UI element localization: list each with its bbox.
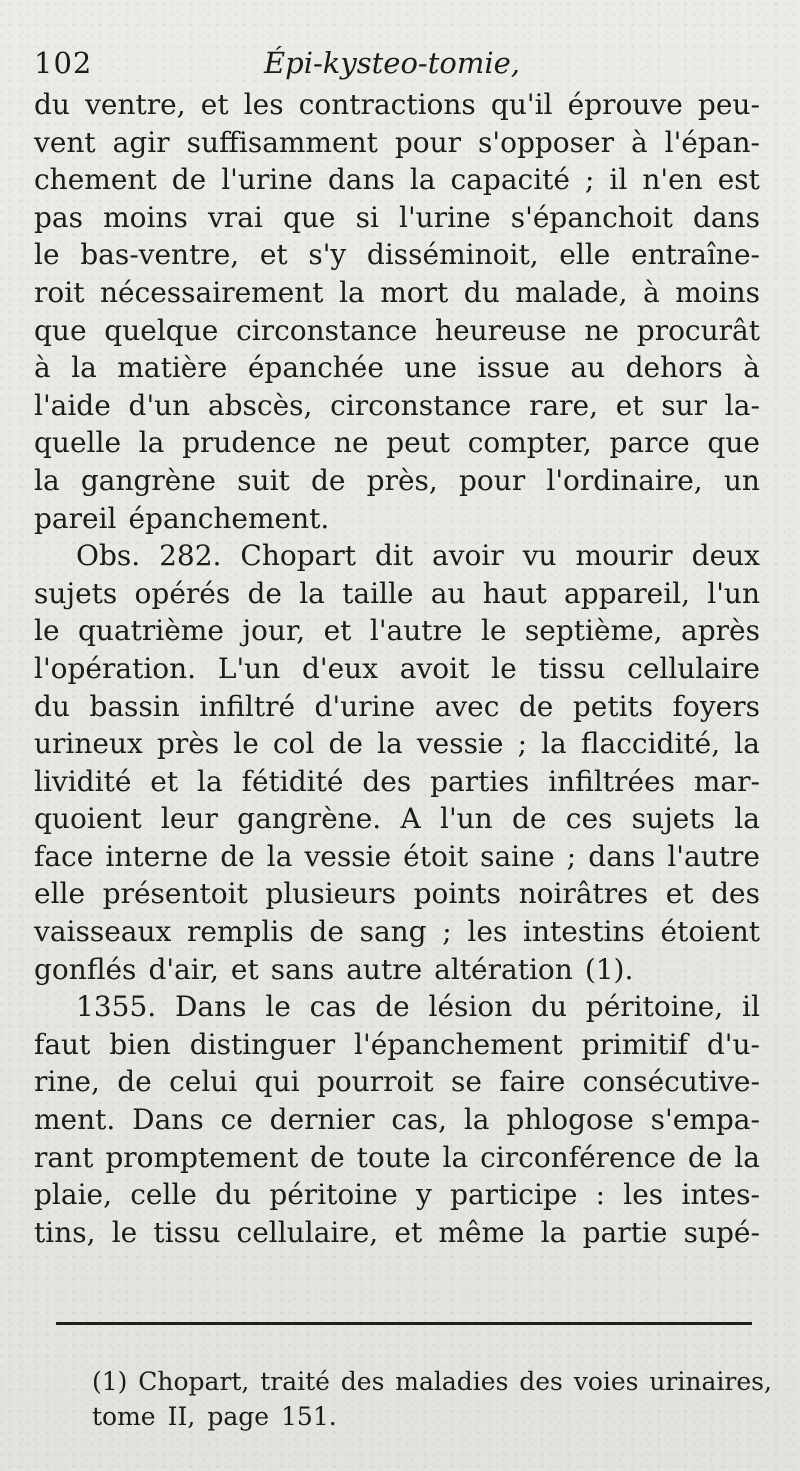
body-line	[34, 1026, 760, 1064]
word: leur	[160, 802, 218, 836]
word: et	[323, 614, 352, 648]
body-line	[34, 1139, 760, 1177]
word: sujets	[34, 576, 118, 610]
word: roit	[34, 275, 85, 309]
word: de	[309, 915, 344, 949]
word: infiltrées	[548, 764, 675, 798]
word: ce	[220, 1103, 253, 1137]
word: moins	[103, 200, 188, 234]
word: vessie	[416, 727, 504, 761]
word: abscès,	[207, 388, 313, 422]
word: que	[282, 200, 336, 234]
word: voies	[573, 1367, 639, 1396]
word: taille	[342, 576, 414, 610]
word: peu-	[697, 88, 760, 121]
word: la	[34, 463, 60, 497]
word: Obs.	[76, 539, 141, 573]
word: autre	[346, 952, 423, 986]
word: présentoit	[102, 877, 248, 911]
word: les	[623, 1178, 664, 1212]
word: l'autre	[667, 839, 760, 873]
word: promptement	[105, 1140, 299, 1174]
word: vessie	[304, 839, 392, 873]
word: près	[156, 727, 220, 761]
word: il	[609, 163, 628, 197]
word: les	[243, 88, 284, 121]
word: ;	[442, 915, 452, 949]
word: l'un	[707, 576, 760, 610]
body-line	[34, 86, 760, 124]
word: capacité	[450, 163, 570, 197]
word: prudence	[182, 426, 317, 460]
footnote	[92, 1364, 772, 1434]
word: urineux	[34, 727, 143, 761]
word: et	[200, 88, 229, 121]
word: avoit	[399, 651, 470, 685]
word: le	[491, 651, 517, 685]
word: d'un	[128, 388, 191, 422]
word: urinaires,	[649, 1367, 772, 1396]
word: l'opération.	[34, 651, 197, 685]
word: disséminoit,	[366, 238, 539, 272]
body-line	[34, 800, 760, 838]
word: agir	[112, 125, 170, 159]
word: quelque	[104, 313, 219, 347]
word: points	[413, 877, 501, 911]
word: maladies	[395, 1367, 509, 1396]
body-line	[34, 838, 760, 876]
word: de	[117, 1065, 152, 1099]
body-line	[34, 650, 760, 688]
word: la	[734, 802, 760, 836]
word: de	[310, 463, 346, 497]
body-line	[34, 951, 760, 989]
word: quatrième	[77, 614, 224, 648]
body-line	[34, 725, 760, 763]
word: primitif	[581, 1027, 688, 1061]
word: pour	[394, 125, 462, 159]
word: la	[377, 727, 403, 761]
word: après	[681, 614, 760, 648]
body-line	[34, 312, 760, 350]
word: ventre,	[85, 88, 186, 121]
word: 151.	[281, 1402, 337, 1431]
word: étoient	[660, 915, 760, 949]
word: partie	[582, 1215, 668, 1249]
body-line	[34, 1214, 760, 1252]
word: compter,	[467, 426, 592, 460]
word: du	[34, 88, 70, 121]
body-line	[34, 875, 760, 913]
body-line	[34, 124, 760, 162]
word: suit	[237, 463, 290, 497]
word: s'y	[308, 238, 347, 272]
word: bassin	[89, 689, 180, 723]
word: (1).	[584, 952, 634, 986]
word: tome	[92, 1402, 156, 1431]
body-line	[34, 274, 760, 312]
word: fétidité	[241, 764, 344, 798]
word: de	[511, 802, 547, 836]
word: 1355.	[76, 990, 157, 1024]
body-line	[34, 1176, 760, 1214]
footnote-line	[92, 1364, 772, 1399]
word: l'un	[439, 802, 493, 836]
word: la	[540, 1215, 567, 1249]
word: dit	[374, 539, 414, 573]
word: d'urine	[314, 689, 416, 723]
word: la	[541, 727, 567, 761]
word: et	[259, 238, 288, 272]
body-line	[34, 387, 760, 425]
body-line	[34, 575, 760, 613]
word: des	[519, 1367, 563, 1396]
word: Chopart,	[138, 1367, 250, 1396]
word: et	[665, 877, 694, 911]
word: remplis	[186, 915, 294, 949]
word: malade,	[515, 275, 628, 309]
word: dans	[327, 163, 395, 197]
body-line	[34, 349, 760, 387]
word: parce	[609, 426, 690, 460]
word: intes-	[681, 1178, 760, 1212]
word: d'air,	[148, 952, 219, 986]
word: péritoine,	[585, 990, 724, 1024]
word: péritoine	[269, 1178, 398, 1212]
page-number: 102	[34, 46, 93, 80]
word: face	[34, 839, 94, 873]
word: d'eux	[301, 651, 378, 685]
word: gangrène.	[237, 802, 382, 836]
word: de	[310, 1140, 345, 1174]
word: vent	[34, 125, 96, 159]
body-line	[34, 1063, 760, 1101]
word: ;	[584, 163, 595, 197]
body-line	[34, 199, 760, 237]
word: vu	[522, 539, 557, 573]
word: infiltré	[199, 689, 296, 723]
word: l'épan-	[664, 125, 760, 159]
word: ;	[517, 727, 527, 761]
word: II,	[167, 1402, 196, 1431]
word: de	[247, 576, 282, 610]
word: des	[711, 877, 760, 911]
word: dehors	[625, 351, 723, 385]
word: quoient	[34, 802, 142, 836]
word: l'ordinaire,	[546, 463, 703, 497]
word: Dans	[174, 990, 247, 1024]
word: qui	[254, 1065, 300, 1099]
word: rare,	[529, 388, 599, 422]
word: jour,	[242, 614, 306, 648]
body-text	[34, 86, 760, 1251]
word: mort	[380, 275, 449, 309]
word: saine	[480, 839, 555, 873]
footnote-divider	[56, 1322, 752, 1325]
word: gonflés	[34, 952, 137, 986]
word: foyers	[672, 689, 760, 723]
body-line	[34, 1101, 760, 1139]
word: et	[615, 388, 644, 422]
word: celle	[130, 1178, 197, 1212]
word: qu'il	[490, 88, 553, 121]
word: au	[430, 576, 466, 610]
word: la	[138, 426, 165, 460]
word: à	[643, 275, 660, 309]
word: du	[463, 275, 500, 309]
word: quelle	[34, 426, 122, 460]
word: de	[687, 1140, 723, 1174]
word: une	[404, 351, 458, 385]
word: bien	[109, 1027, 171, 1061]
word: faire	[499, 1065, 566, 1099]
word: l'aide	[34, 388, 111, 422]
word: à	[34, 351, 51, 385]
word: les	[467, 915, 508, 949]
word: et	[230, 952, 259, 986]
word: circonstance	[236, 313, 418, 347]
word: ;	[566, 839, 577, 873]
word: dernier	[269, 1103, 375, 1137]
running-title: Épi-kysteo-tomie,	[264, 46, 520, 80]
word: au	[570, 351, 606, 385]
body-line	[34, 537, 760, 575]
word: tissu	[153, 1215, 221, 1249]
word: pareil	[34, 501, 117, 535]
word: des	[362, 764, 412, 798]
word: suffisamment	[186, 125, 378, 159]
word: la	[734, 1140, 760, 1174]
word: procurât	[636, 313, 760, 347]
word: la	[409, 163, 436, 197]
word: même	[438, 1215, 525, 1249]
word: sang	[359, 915, 427, 949]
body-line	[34, 913, 760, 951]
body-line	[34, 688, 760, 726]
word: traité	[260, 1367, 330, 1396]
word: L'un	[217, 651, 281, 685]
word: haut	[482, 576, 547, 610]
word: toute	[356, 1140, 431, 1174]
word: bas-ventre,	[80, 238, 240, 272]
word: mourir	[575, 539, 673, 573]
word: parties	[430, 764, 530, 798]
word: elle	[559, 238, 611, 272]
body-line	[34, 236, 760, 274]
body-line	[34, 988, 760, 1026]
word: la	[442, 1140, 469, 1174]
word: circonstance	[330, 388, 512, 422]
word: le	[111, 1215, 138, 1249]
word: appareil,	[564, 576, 691, 610]
word: cas,	[391, 1103, 447, 1137]
word: se	[451, 1065, 482, 1099]
word: sur	[661, 388, 708, 422]
word: est	[717, 163, 760, 197]
word: :	[595, 1178, 606, 1212]
word: n'en	[642, 163, 703, 197]
word: celui	[169, 1065, 238, 1099]
page-header	[34, 42, 764, 84]
word: lésion	[428, 990, 513, 1024]
word: le	[34, 614, 60, 648]
word: rine,	[34, 1065, 100, 1099]
word: intestins	[523, 915, 645, 949]
word: éprouve	[567, 88, 683, 121]
word: moins	[675, 275, 760, 309]
word: et	[394, 1215, 423, 1249]
word: vrai	[207, 200, 263, 234]
word: phlogose	[506, 1103, 634, 1137]
word: y	[416, 1178, 432, 1212]
word: col	[272, 727, 315, 761]
word: il	[742, 990, 760, 1024]
word: flaccidité,	[580, 727, 721, 761]
word: du	[215, 1178, 252, 1212]
word: de	[328, 727, 363, 761]
word: s'empa-	[650, 1103, 760, 1137]
word: cas	[309, 990, 357, 1024]
word: avec	[434, 689, 500, 723]
word: l'autre	[369, 614, 463, 648]
word: étoit	[403, 839, 469, 873]
word: chement	[34, 163, 157, 197]
word: la	[266, 839, 293, 873]
word: ne	[333, 426, 369, 460]
word: si	[355, 200, 379, 234]
word: l'urine	[399, 200, 491, 234]
word: sans	[270, 952, 335, 986]
word: ne	[584, 313, 619, 347]
word: interne	[105, 839, 209, 873]
word: la	[339, 275, 365, 309]
word: pas	[34, 200, 83, 234]
word: d'u-	[706, 1027, 760, 1061]
word: petits	[572, 689, 654, 723]
body-line	[34, 500, 760, 538]
word: cellulaire,	[236, 1215, 379, 1249]
body-line	[34, 424, 760, 462]
word: peut	[386, 426, 450, 460]
word: tins,	[34, 1215, 96, 1249]
word: l'épanchement	[354, 1027, 563, 1061]
body-line	[34, 462, 760, 500]
word: la	[463, 1103, 490, 1137]
word: cellulaire	[627, 651, 760, 685]
word: la	[71, 351, 97, 385]
word: le	[34, 238, 60, 272]
word: tissu	[538, 651, 606, 685]
word: gangrène	[80, 463, 216, 497]
word: de	[375, 990, 410, 1024]
word: entraîne-	[631, 238, 760, 272]
word: A	[400, 802, 421, 836]
word: Dans	[132, 1103, 204, 1137]
word: du	[34, 689, 70, 723]
word: 282.	[159, 539, 222, 573]
word: avoir	[432, 539, 504, 573]
body-line	[34, 763, 760, 801]
word: que	[707, 426, 760, 460]
word: noirâtres	[518, 877, 649, 911]
word: de	[220, 839, 255, 873]
word: à	[630, 125, 648, 159]
word: plaie,	[34, 1178, 112, 1212]
word: un	[723, 463, 760, 497]
word: épanchée	[247, 351, 384, 385]
word: des	[340, 1367, 385, 1396]
word: elle	[34, 877, 86, 911]
word: épanchement.	[128, 501, 330, 535]
word: l'urine	[221, 163, 313, 197]
word: ment.	[34, 1103, 116, 1137]
word: pourroit	[316, 1065, 434, 1099]
word: distinguer	[189, 1027, 336, 1061]
word: ces	[565, 802, 613, 836]
word: consécutive-	[582, 1065, 760, 1099]
word: la	[299, 576, 325, 610]
word: opérés	[134, 576, 231, 610]
word: près,	[366, 463, 438, 497]
word: septième,	[524, 614, 663, 648]
word: le	[233, 727, 259, 761]
word: matière	[117, 351, 228, 385]
word: (1)	[92, 1367, 128, 1396]
word: rant	[34, 1140, 94, 1174]
word: page	[207, 1402, 270, 1431]
word: de	[518, 689, 554, 723]
word: le	[265, 990, 291, 1024]
word: dans	[692, 200, 760, 234]
word: deux	[691, 539, 760, 573]
word: la-	[724, 388, 760, 422]
word: mar-	[693, 764, 760, 798]
word: nécessairement	[99, 275, 324, 309]
word: issue	[477, 351, 550, 385]
word: dans	[588, 839, 656, 873]
word: la	[734, 727, 760, 761]
word: à	[743, 351, 760, 385]
word: la	[197, 764, 223, 798]
word: contractions	[298, 88, 476, 121]
word: s'épanchoit	[510, 200, 673, 234]
body-line	[34, 612, 760, 650]
word: sujets	[631, 802, 715, 836]
word: plusieurs	[265, 877, 397, 911]
footnote-line	[92, 1399, 772, 1434]
word: participe	[450, 1178, 578, 1212]
word: circonférence	[480, 1140, 676, 1174]
word: du	[531, 990, 567, 1024]
word: lividité	[34, 764, 132, 798]
word: s'opposer	[478, 125, 614, 159]
word: supé-	[683, 1215, 760, 1249]
body-line	[34, 161, 760, 199]
word: le	[480, 614, 507, 648]
word: et	[150, 764, 179, 798]
word: que	[34, 313, 87, 347]
word: vaisseaux	[34, 915, 172, 949]
word: faut	[34, 1027, 91, 1061]
word: Chopart	[240, 539, 356, 573]
word: de	[171, 163, 207, 197]
word: pour	[459, 463, 526, 497]
word: heureuse	[435, 313, 567, 347]
word: altération	[434, 952, 573, 986]
